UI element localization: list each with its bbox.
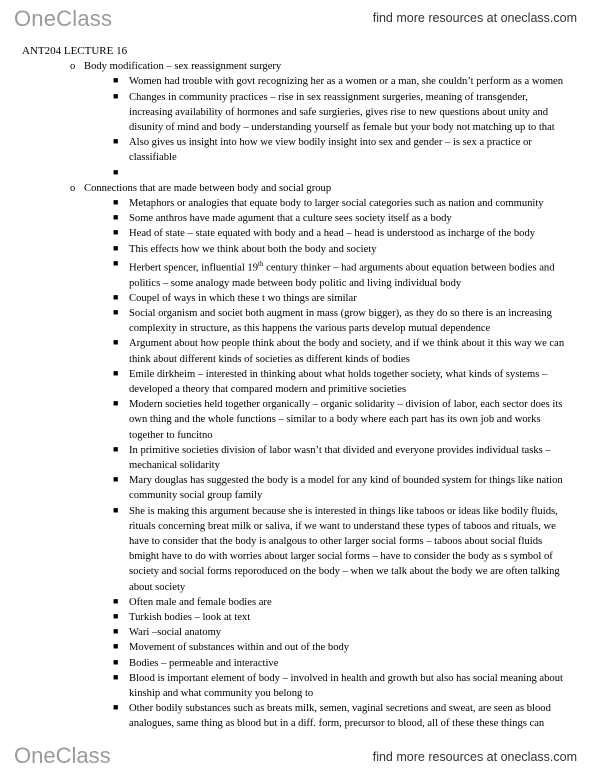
list-item [22, 196, 574, 211]
square-bullet-icon: ■ [113, 197, 119, 208]
oneclass-logo-footer-text: OneClass [14, 743, 111, 768]
square-bullet-icon: ■ [113, 595, 119, 606]
list-item [22, 701, 574, 731]
square-bullet-icon: ■ [113, 656, 119, 667]
oneclass-logo-footer[interactable] [14, 743, 111, 769]
list-item-text: Bodies – permeable and interactive [129, 657, 279, 669]
list-item-text: Some anthros have made agument that a culture sees society itself as a body [129, 213, 452, 225]
document-body [22, 44, 574, 732]
square-bullet-icon: ■ [113, 611, 119, 622]
page-title: ANT204 LECTURE 16 [22, 45, 128, 57]
list-item-text: Blood is important element of body – involved in health and growth but also has social meaning about kinship and what community you belong to [129, 672, 563, 700]
outline-item [22, 59, 574, 74]
oneclass-logo-text: OneClass [14, 6, 113, 31]
square-bullet-icon: ■ [113, 166, 119, 177]
list-item [22, 306, 574, 336]
square-bullet-icon: ■ [113, 306, 119, 317]
list-item [22, 135, 574, 165]
outline-item [22, 181, 574, 196]
list-item-text: Changes in community practices – rise in sex reassignment surgeries, meaning of transgender, increasing availability of hormones and safe surgieries, gives rise to new questions about unity and disunity of mind and body – understanding yourself as female but your body not matching up to that [129, 91, 555, 134]
list-item [22, 367, 574, 397]
square-bullet-icon: ■ [113, 626, 119, 637]
list-item-text: Head of state – state equated with body and a head – head is understood as incharge of the body [129, 228, 536, 240]
list-item [22, 640, 574, 655]
list-item [22, 443, 574, 473]
list-item [22, 504, 574, 595]
square-bullet-icon: ■ [113, 367, 119, 378]
square-bullet-icon: ■ [113, 474, 119, 485]
circle-bullet-icon: o [70, 61, 76, 73]
promo-link[interactable]: find more resources at oneclass.com [372, 11, 577, 25]
list-item [22, 74, 574, 89]
list-item [22, 397, 574, 443]
list-item [22, 242, 574, 257]
outline [22, 59, 574, 731]
square-bullet-icon: ■ [113, 641, 119, 652]
list-item-text: Wari –social anatomy [129, 627, 222, 639]
list-item-text: Coupel of ways in which these t wo things are similar [129, 292, 357, 304]
list-item-text: Turkish bodies – look at text [129, 612, 251, 624]
square-bullet-icon: ■ [113, 227, 119, 238]
list-item [22, 671, 574, 701]
square-bullet-icon: ■ [113, 398, 119, 409]
list-item-text: Herbert spencer, influential 19th century thinker – had arguments about equation between bodies and politics – some analogy made between body politic and living individual body [129, 259, 555, 289]
list-item [22, 473, 574, 503]
list-item [22, 211, 574, 226]
list-item-text: She is making this argument because she is interested in things like taboos or ideas like bodily fluids, rituals concerning breat milk or saliva, if we want to understand these types of taboos and rituals, we have to consider that the body is analgous to other larger social forms – taboos about social fluids bmight have to do with worries about larger social forms – have to consider the body as s symbol of society and social forms reporoduced on the body – when we talk about the body we are often talking about society [129, 505, 560, 593]
list-item-text: Other bodily substances such as breats milk, semen, vaginal secretions and sweat, are seen as blood analogues, same thing as blood but in a diff. form, precursor to blood, all of these these things can [129, 703, 551, 730]
square-bullet-icon: ■ [113, 136, 119, 147]
square-bullet-icon: ■ [113, 90, 119, 101]
list-item-text: Metaphors or analogies that equate body to larger social categories such as nation and community [129, 198, 544, 210]
list-item-text: Mary douglas has suggested the body is a model for any kind of bounded system for things like nation community social group family [129, 475, 563, 502]
square-bullet-icon: ■ [113, 443, 119, 454]
list-item [22, 226, 574, 241]
list-item-text: This effects how we think about both the body and society [129, 243, 377, 255]
promo-link-footer[interactable]: find more resources at oneclass.com [372, 750, 577, 764]
list-item-text: Argument about how people think about the body and society, and if we think about it this way we can think about different kinds of societies as different kinds of bodies [129, 338, 565, 365]
list-item-text: Movement of substances within and out of the body [129, 642, 350, 654]
list-item-text: Also gives us insight into how we view bodily insight into sex and gender – is sex a practice or classifiable [129, 137, 532, 164]
list-item-text: Often male and female bodies are [129, 596, 272, 608]
list-item-text: Social organism and societ both augment in mass (grow bigger), as they do so there is an increasing complexity in structure, as this happens the various parts develop mutual dependence [129, 307, 552, 335]
list-item-text [129, 166, 574, 181]
list-item [22, 291, 574, 306]
list-item [22, 336, 574, 366]
square-bullet-icon: ■ [113, 337, 119, 348]
list-item-text: In primitive societies division of labor wasn’t that divided and everyone provides individual tasks – mechanical solidarity [129, 444, 551, 472]
list-item [22, 595, 574, 610]
list-item [22, 656, 574, 671]
square-bullet-icon: ■ [113, 671, 119, 682]
list-item [22, 257, 574, 291]
outline-heading: Connections that are made between body and social group [84, 182, 332, 194]
list-item-text: Emile dirkheim – interested in thinking about what holds together society, what kinds of systems – developed a theory that compared modern and primitive societies [129, 368, 548, 395]
square-bullet-icon: ■ [113, 291, 119, 302]
list-item-text: Modern societies held together organically – organic solidarity – division of labor, each sector does its own thing and the whole functions – similar to a body where each part has its own job and works together to funcitno [129, 399, 563, 441]
list-item-text: Women had trouble with govt recognizing her as a women or a man, she couldn’t perform as a women [129, 76, 564, 88]
outline-heading: Body modification – sex reassignment surgery [84, 61, 282, 73]
oneclass-logo[interactable] [14, 6, 112, 32]
list-item [22, 166, 574, 181]
square-bullet-icon: ■ [113, 257, 119, 268]
circle-bullet-icon: o [70, 182, 76, 194]
list-item [22, 90, 574, 136]
square-bullet-icon: ■ [113, 212, 119, 223]
list-item [22, 625, 574, 640]
square-bullet-icon: ■ [113, 504, 119, 515]
square-bullet-icon: ■ [113, 702, 119, 713]
square-bullet-icon: ■ [113, 242, 119, 253]
square-bullet-icon: ■ [113, 75, 119, 86]
list-item [22, 610, 574, 625]
